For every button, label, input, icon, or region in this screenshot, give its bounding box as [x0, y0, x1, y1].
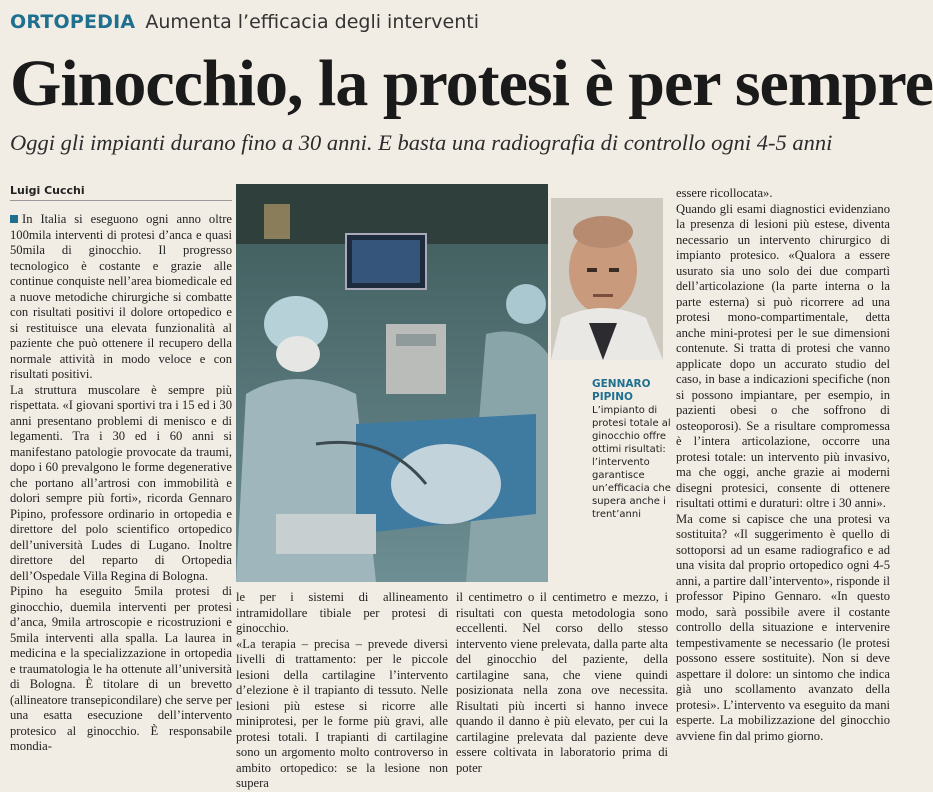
lead-square-icon — [10, 215, 18, 223]
col2-para-2: «La terapia – precisa – prevede diversi livelli di trattamento: per le piccole lesioni della cartilagine l’intervento d’elezione è il trapianto di tessuto. Nelle lesioni più estese si ricorre alle miniprotesi, per le forme più gravi, alle protesi totali. I trapianti di cartilagine sono un argomento molto controverso in ambito ortopedico: se la lesione non supera — [236, 636, 448, 790]
column-1 — [10, 212, 232, 760]
col2-para-1: le per i sistemi di allineamento intramidollare tibiale per protesi di ginocchio. — [236, 590, 448, 635]
col1-para-3: Pipino ha eseguito 5mila protesi di ginocchio, duemila interventi per protesi d’anca, 9mila artroscopie e ricostruzioni e 5mila interventi alla spalla. La laurea in medicina e la specializzazione in ortopedia e traumatologia le ha ottenute all’università di Bologna. È titolare di un brevetto (allineatore transepicondilare) che serve per una esatta esecuzione dell’intervento protesico al ginocchio. È responsabile mondia- — [10, 584, 232, 753]
surgery-photo — [236, 184, 548, 582]
surgery-illustration — [236, 184, 548, 582]
caption-text: L’impianto di protesi totale al ginocchio offre ottimi risultati: l’intervento garantisce un’efficacia che supera anche i trent’anni — [592, 405, 671, 520]
column-2 — [236, 590, 448, 790]
col3-para-1: il centimetro o il centimetro e mezzo, i risultati con questa metodologia sono eccellenti. Nel corso dello stesso intervento viene prelevata, dalla parte alta del ginocchio del paziente, della cartilagine sana, che viene quindi posizionata nella zona ove necessita. Risultati più incerti si hanno invece quando il danno è più elevato, per cui la cartilagine prelevata dal paziente deve essere coltivata in laboratorio prima di poter — [456, 590, 668, 775]
byline: Luigi Cucchi — [10, 184, 85, 197]
col1-para-1: In Italia si eseguono ogni anno oltre 100mila interventi di protesi d’anca e quasi 50mila di ginocchio. Il progresso tecnologico è costante e grazie alle continue conquiste nell’area biomedicale ed a nuove metodiche chirurgiche si combatte con risultati positivi il dolore ortopedico e si restituisce una elevata funzionalità al paziente che può ottenere il recupero della normale attività in modo veloce e con risultati positivi. — [10, 212, 232, 381]
deck: Oggi gli impianti durano fino a 30 anni. E basta una radiografia di controllo ogni 4-5 anni — [10, 130, 833, 155]
col4-para-3: Ma come si capisce che una protesi va sostituita? «Il suggerimento è quello di sottoporsi ad un esame radiografico e ad una visita dal proprio ortopedico ogni 4-5 anni, a partire dall’intervento», risponde il professor Pipino Gennaro. «In questo modo, sarà possibile avere il costante controllo della situazione e intervenire tempestivamente se necessario (le protesi possono essere sostituite). Non si deve aspettare il dolore: un sintomo che indica già uno scollamento avanzato della protesi». L’intervento va eseguito da mani esperte. La mobilizzazione del ginocchio avviene fin dal primo giorno. — [676, 511, 890, 743]
col4-para-2: Quando gli esami diagnostici evidenziano la presenza di lesioni più estese, diventa necessario un intervento chirurgico di impianto protesico. «Qualora a essere usurato sia uno solo dei due compartì dell’articolazione (la parte interna o la parte esterna) si può ricorrere ad una protesi mono-compartimentale, detta anche mini-protesi per le sue dimensioni contenute. Si tratta di protesi che vanno applicate dopo un accurato studio del caso, in base a indicazioni specifiche (non si possono impiantare, per esempio, in pazienti obesi o che soffrono di osteoporosi). Se a risultare compromessa è l’intera articolazione, occorre una protesi totale: un intervento più invasivo, ma che oggi, anche grazie ai moderni disegni protesici, consente di ottenere risultati ottimi e duraturi: oltre i 30 anni». — [676, 201, 890, 510]
portrait-illustration — [551, 198, 663, 360]
kicker-text: Aumenta l’efficacia degli interventi — [145, 11, 480, 33]
article-kicker — [10, 11, 479, 41]
portrait-photo — [551, 198, 663, 360]
section-label: ORTOPEDIA — [10, 11, 136, 33]
column-4 — [676, 186, 890, 760]
headline: Ginocchio, la protesi è per sempre — [10, 47, 933, 120]
col4-para-1: essere ricollocata». — [676, 186, 773, 200]
caption-name-1: GENNARO — [592, 378, 651, 390]
byline-divider — [10, 200, 232, 201]
col1-para-2: La struttura muscolare è sempre più rispettata. «I giovani sportivi tra i 15 ed i 30 anni presentano problemi di menisco e di legamenti. Tra i 30 ed i 60 anni si manifestano patologie provocate da traumi, dopo i 60 prevalgono le forme degenerative che portano all’artrosi con immobilità e dolori sempre più forti», ricorda Gennaro Pipino, professore ordinario in ortopedia e direttore del polo scientifico ortopedico dell’università Ludes di Lugano. Inoltre direttore del reparto di Ortopedia dell’Ospedale Villa Regina di Bologna. — [10, 382, 232, 583]
column-3 — [456, 590, 668, 775]
caption-name-2: PIPINO — [592, 391, 633, 403]
photo-caption — [592, 378, 684, 521]
